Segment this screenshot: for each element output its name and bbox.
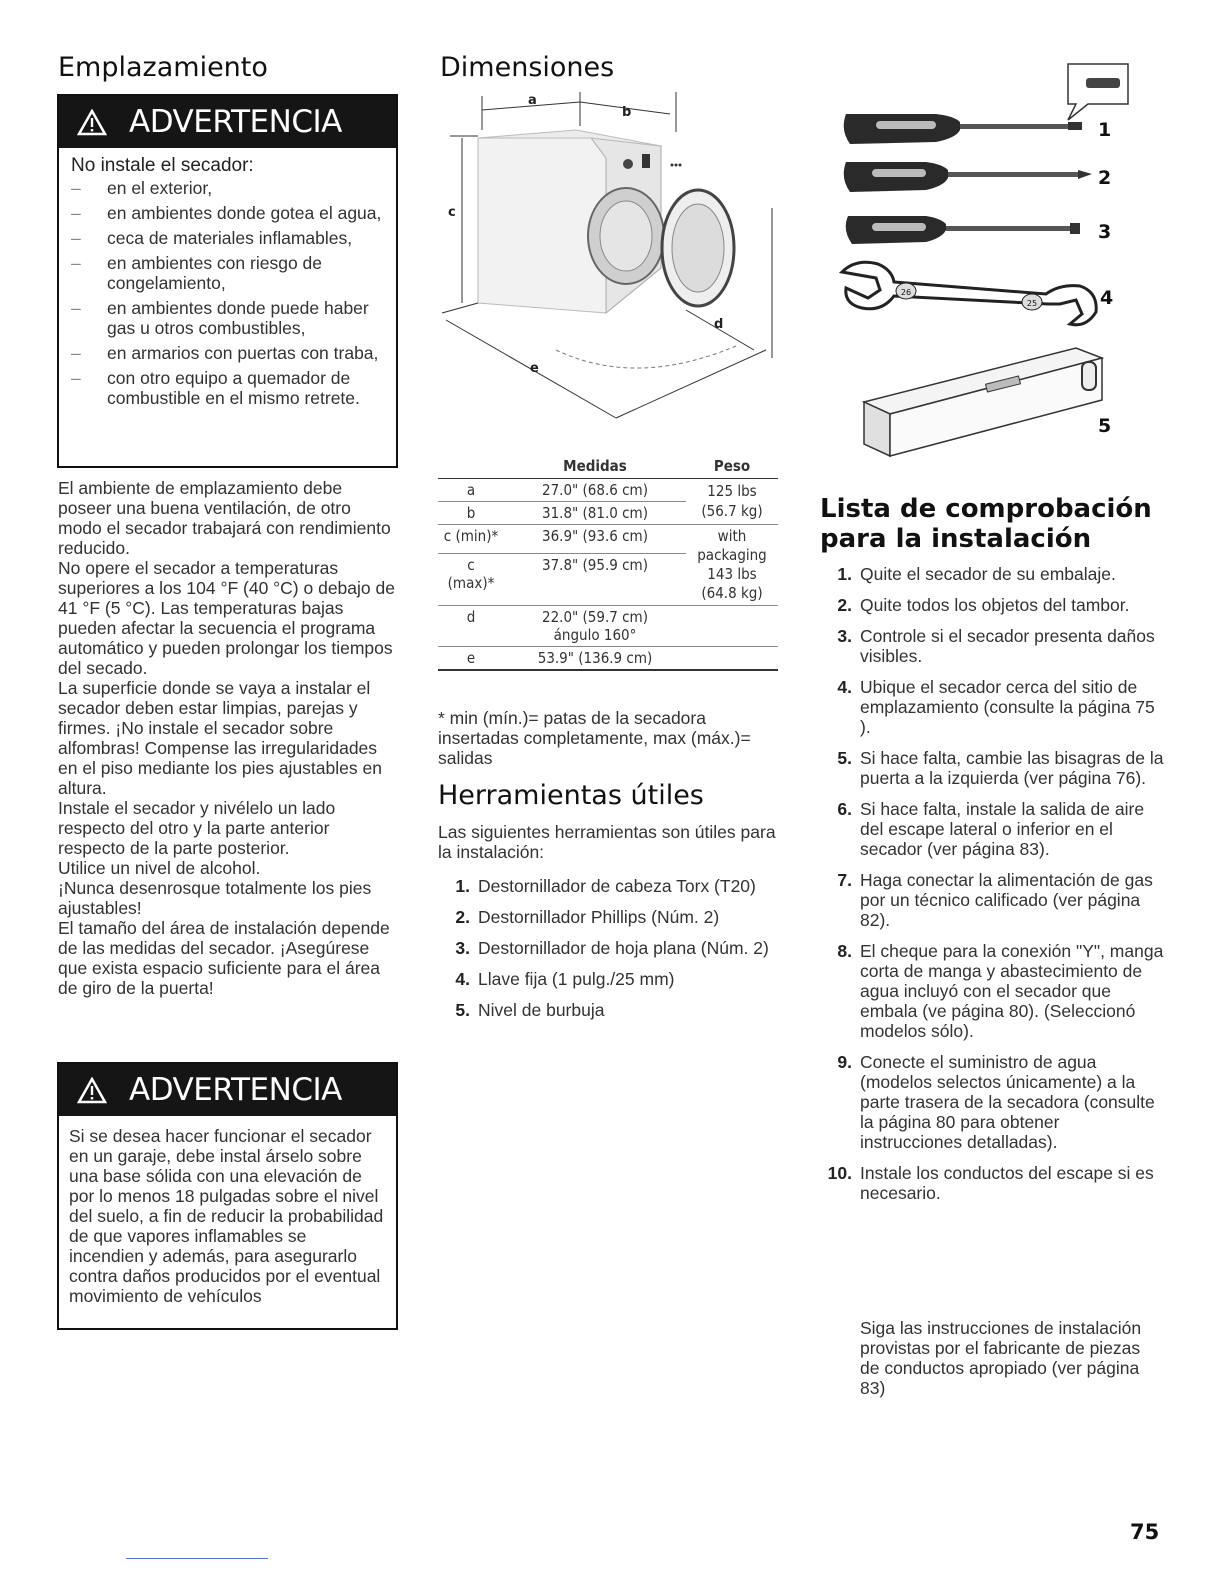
checklist-heading-line-2: para la instalación: [820, 524, 1092, 554]
list-item: 2. Destornillador Phillips (Núm. 2): [455, 907, 720, 927]
row-label: c (min)*: [443, 527, 499, 545]
dimension-label-d: d: [714, 317, 724, 332]
warning-triangle-icon: [77, 109, 107, 136]
wrench-mark-26: 26: [900, 288, 912, 297]
tool-number-4: 4: [1100, 287, 1114, 309]
list-item: – en ambientes con riesgo de congelamiento,: [69, 253, 386, 293]
warning-lead: No instale el secador:: [71, 155, 254, 176]
dimension-label-b: b: [622, 105, 632, 120]
row-value: 27.0" (68.6 cm): [542, 481, 648, 499]
paragraph: No opere el secador a temperaturas superiores a los 104 °F (40 °C) o debajo de 41 °F (5 °C). Las temperaturas bajas pueden afectar la secuencia el programa automático y pueden prolongar los tiempos del secado.: [58, 558, 395, 678]
paragraph: ¡Nunca desenrosque totalmente los pies ajustables!: [58, 878, 372, 918]
weight-value: 125 lbs: [707, 482, 757, 500]
dimension-label-a: a: [528, 93, 537, 108]
tool-number-3: 3: [1098, 221, 1112, 243]
list-item: 4. Ubique el secador cerca del sitio de emplazamiento (consulte la página 75 ).: [837, 677, 1155, 737]
paragraph: Instale el secador y nivélelo un lado respecto del otro y la parte anterior respecto de la parte posterior.: [58, 798, 336, 858]
column-header-measures: Medidas: [504, 454, 686, 479]
checklist-closing: Siga las instrucciones de instalación provistas por el fabricante de piezas de conductos apropiado (ver página 83): [860, 1318, 1142, 1398]
spirit-level-icon: [864, 348, 1102, 456]
tool-number-1: 1: [1098, 119, 1112, 141]
warning-box-2: [57, 1062, 398, 1330]
list-item: 5. Nivel de burbuja: [455, 1000, 605, 1020]
checklist: [818, 564, 1166, 1214]
warning-header-2: [59, 1064, 396, 1116]
tools-intro: Las siguientes herramientas son útiles para la instalación:: [438, 822, 776, 862]
table-header-row: [438, 454, 778, 479]
column-header-weight: Peso: [686, 454, 778, 479]
heading-emplazamiento: Emplazamiento: [58, 52, 268, 83]
dimension-label-e: e: [530, 361, 539, 376]
warning-title-1: ADVERTENCIA: [129, 104, 342, 140]
warning-triangle-icon: [77, 1077, 107, 1104]
warning-title-2: ADVERTENCIA: [129, 1072, 342, 1108]
paragraph: La superficie donde se vaya a instalar el secador deben estar limpias, parejas y firmes. ¡No instale el secador sobre alfombras! Compense las irregularidades en el piso mediante los pies ajustables en altura.: [58, 678, 382, 798]
row-label: d: [466, 608, 476, 626]
dimension-label-c: c: [448, 205, 456, 220]
list-item: 2. Quite todos los objetos del tambor.: [837, 595, 1130, 615]
heading-dimensiones: Dimensiones: [440, 52, 615, 83]
page-number: 75: [1130, 1520, 1160, 1544]
paragraph: El ambiente de emplazamiento debe poseer una buena ventilación, de otro modo el secador trabajará con rendimiento reducido.: [58, 478, 391, 558]
heading-checklist: [820, 494, 1152, 554]
table-row: [438, 647, 778, 671]
heading-herramientas: Herramientas útiles: [438, 780, 704, 811]
row-value: 53.9" (136.9 cm): [537, 649, 653, 667]
flat-screwdriver-icon: [846, 216, 1080, 244]
list-item: – en ambientes donde gotea el agua,: [69, 203, 386, 223]
list-item: 10. Instale los conductos del escape si es necesario.: [827, 1163, 1154, 1203]
dimensions-footnote: * min (mín.)= patas de la secadora insertadas completamente, max (máx.)= salidas: [438, 708, 751, 768]
row-label: b: [466, 504, 476, 522]
row-value: 36.9" (93.6 cm): [542, 527, 648, 545]
list-item: 5. Si hace falta, cambie las bisagras de la puerta a la izquierda (ver página 76).: [837, 748, 1164, 788]
row-label: a: [466, 481, 476, 499]
list-item: – en armarios con puertas con traba,: [69, 343, 386, 363]
list-item: 1. Quite el secador de su embalaje.: [837, 564, 1116, 584]
paragraph: Utilice un nivel de alcohol.: [58, 858, 261, 878]
list-item: 3. Controle si el secador presenta daños visibles.: [837, 626, 1155, 666]
dryer-dimensions-diagram: [436, 88, 784, 438]
torx-callout-icon: [1068, 64, 1128, 120]
row-value: 22.0" (59.7 cm): [542, 608, 648, 626]
list-item: 3. Destornillador de hoja plana (Núm. 2): [455, 938, 769, 958]
list-item: 7. Haga conectar la alimentación de gas por un técnico calificado (ver página 82).: [837, 870, 1153, 930]
dimensions-table: [438, 454, 778, 671]
list-item: 4. Llave fija (1 pulg./25 mm): [455, 969, 675, 989]
checklist-heading-line-1: Lista de comprobación: [820, 494, 1152, 524]
table-row: [438, 606, 778, 647]
emplazamiento-body: [58, 478, 398, 998]
tool-number-2: 2: [1098, 167, 1112, 189]
warning-header-1: [59, 96, 396, 148]
list-item: 9. Conecte el suministro de agua (modelos selectos únicamente) a la parte trasera de la secadora (consulte la página 80 para obtener instrucciones detalladas).: [837, 1052, 1155, 1152]
list-item: – ceca de materiales inflamables,: [69, 228, 386, 248]
weight-value: packaging: [697, 546, 767, 564]
weight-value: with: [717, 527, 747, 545]
paragraph: El tamaño del área de instalación depende de las medidas del secador. ¡Asegúrese que exista espacio suficiente para el área de giro de la puerta!: [58, 918, 390, 998]
row-label: c: [467, 556, 475, 575]
table-row: [438, 525, 778, 554]
warning-box-1: [57, 94, 398, 468]
torx-screwdriver-icon: [844, 114, 1082, 144]
row-value-sub: ángulo 160°: [553, 626, 637, 644]
wrench-icon: [842, 262, 1096, 325]
table-row: [438, 479, 778, 502]
warning-text-2: Si se desea hacer funcionar el secador en un garaje, debe instal árselo sobre una base sólida con una elevación de por lo menos 18 pulgadas sobre el nivel del suelo, a fin de reducir la probabilidad de que vapores inflamables se incendien y además, para asegurarlo contra daños producidos por el eventual movimiento de vehículos: [69, 1126, 384, 1306]
list-item: 1. Destornillador de cabeza Torx (T20): [455, 876, 756, 896]
list-item: 6. Si hace falta, instale la salida de aire del escape lateral o inferior en el secador (ver página 83).: [837, 799, 1145, 859]
row-label: e: [466, 649, 476, 667]
wrench-mark-25: 25: [1026, 299, 1038, 308]
tool-number-5: 5: [1098, 415, 1112, 437]
weight-value: (64.8 kg): [701, 584, 763, 602]
warning-list: [69, 178, 386, 408]
phillips-screwdriver-icon: [844, 162, 1092, 192]
tools-illustration: [836, 58, 1136, 468]
list-item: – en ambientes donde puede haber gas u otros combustibles,: [69, 298, 386, 338]
row-label-sub: (max)*: [447, 574, 495, 593]
list-item: 8. El cheque para la conexión "Y", manga corta de manga y abastecimiento de agua incluyó con el secador que embala (ve página 80). (Seleccionó modelos sólo).: [837, 941, 1164, 1041]
weight-value: 143 lbs: [707, 565, 757, 583]
list-item: – con otro equipo a quemador de combustible en el mismo retrete.: [69, 368, 386, 408]
weight-value: (56.7 kg): [701, 502, 763, 520]
row-value: 37.8" (95.9 cm): [542, 556, 648, 575]
footer-rule: [126, 1558, 268, 1559]
tools-list: [438, 876, 778, 1031]
list-item: – en el exterior,: [69, 178, 386, 198]
row-value: 31.8" (81.0 cm): [542, 504, 648, 522]
